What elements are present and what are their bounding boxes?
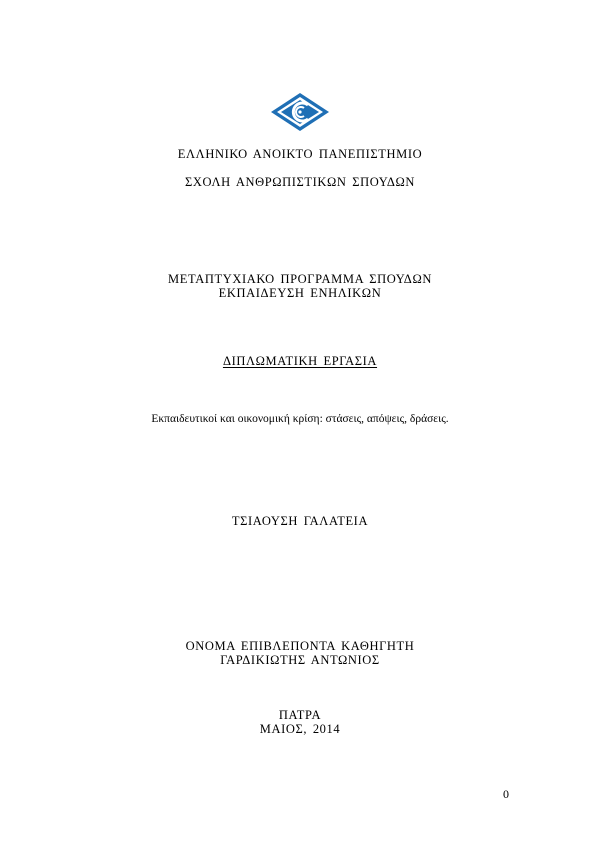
thesis-title: Εκπαιδευτικοί και οικονομική κρίση: στάσεις, απόψεις, δράσεις. bbox=[151, 413, 449, 425]
page-number: 0 bbox=[503, 787, 509, 801]
program-title: ΜΕΤΑΠΤΥΧΙΑΚΟ ΠΡΟΓΡΑΜΜΑ ΣΠΟΥΔΩΝ bbox=[168, 272, 432, 286]
city: ΠΑΤΡΑ bbox=[278, 708, 322, 722]
date: ΜΑΙΟΣ, 2014 bbox=[259, 722, 341, 736]
thesis-label: ΔΙΠΛΩΜΑΤΙΚΗ ΕΡΓΑΣΙΑ bbox=[222, 354, 378, 368]
supervisor-label: ΟΝΟΜΑ ΕΠΙΒΛΕΠΟΝΤΑ ΚΑΘΗΓΗΤΗ bbox=[185, 639, 415, 653]
author-name: ΤΣΙΑΟΥΣΗ ΓΑΛΑΤΕΙΑ bbox=[231, 514, 369, 528]
program-subtitle: ΕΚΠΑΙΔΕΥΣΗ ΕΝΗΛΙΚΩΝ bbox=[218, 286, 382, 300]
school-name: ΣΧΟΛΗ ΑΝΘΡΩΠΙΣΤΙΚΩΝ ΣΠΟΥΔΩΝ bbox=[184, 175, 416, 189]
university-name: ΕΛΛΗΝΙΚΟ ΑΝΟΙΚΤΟ ΠΑΝΕΠΙΣΤΗΜΙΟ bbox=[177, 147, 423, 161]
supervisor-name: ΓΑΡΔΙΚΙΩΤΗΣ ΑΝΤΩΝΙΟΣ bbox=[220, 653, 380, 667]
hellenic-open-university-logo-icon bbox=[270, 92, 330, 132]
